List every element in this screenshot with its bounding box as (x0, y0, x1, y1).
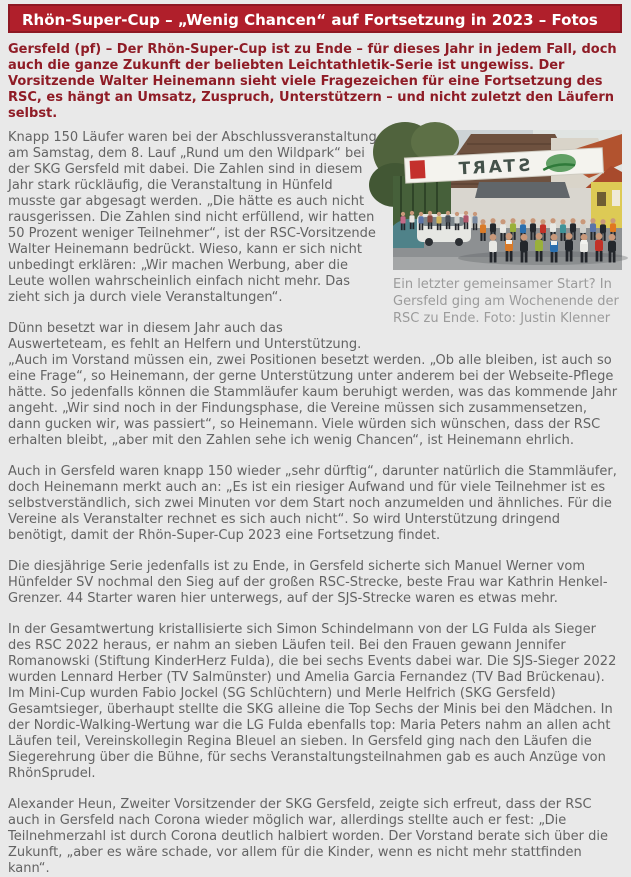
photo-car-white (417, 214, 471, 246)
article-body (8, 130, 622, 877)
lead-paragraph: Gersfeld (pf) – Der Rhön-Super-Cup ist zu Ende – für dieses Jahr in jedem Fall, doch auch die ganze Zukunft der beliebten Leichtathletik-Serie ist ungewiss. Der Vorsitzende Walter Heinemann sieht viele Fragezeichen für eine Fortsetzung des RSC, es hängt an Umsatz, Zuspruch, Unterstützern – und nicht zuletzt den Läufern selbst. (8, 42, 617, 121)
article-photo-figure (393, 130, 622, 327)
banner-text: START (455, 155, 531, 180)
paragraph-5: In der Gesamtwertung kristallisierte sich Simon Schindelmann von der LG Fulda als Sieger des RSC 2022 heraus, er nahm an sieben Läufen teil. Bei den Frauen gewann Jennifer Romanowski (Stiftung KinderHerz Fulda), die bei sechs Events dabei war. Die SJS-Sieger 2022 wurden Lennard Herber (TV Salmünster) und Amelia Garcia Fernandez (TV Bad Brückenau). Im Mini-Cup wurden Fabio Jockel (SG Schlüchtern) und Merle Helfrich (SKG Gersfeld) Gesamtsieger, überhaupt stellte die SKG alleine die Top Sechs der Minis bei den Mädchen. In der Nordic-Walking-Wertung war die LG Fulda ebenfalls top: Maria Peters nahm an allen acht Läufen teil, Vereinskollegin Regina Bleuel an sieben. In Gersfeld ging nach den Läufen die Siegerehrung über die Bühne, für sechs Veranstaltungsteilnahmen gab es auch Anzüge von RhönSprudel. (8, 622, 617, 781)
page-title: Rhön-Super-Cup – „Wenig Chancen“ auf Fortsetzung in 2023 – Fotos (22, 11, 598, 29)
paragraph-6: Alexander Heun, Zweiter Vorsitzender der SKG Gersfeld, zeigte sich erfreut, dass der RSC auch in Gersfeld nach Corona wieder möglich war, allerdings stellte auch er fest: „Die Teilnehmerzahl ist durch Corona deutlich halbiert worden. Der Vorstand berate sich über die Zukunft, „aber es wäre schade, vor allem für die Kinder, wenn es nicht mehr stattfinden kann“. (8, 797, 608, 876)
start-line-photo (393, 130, 622, 270)
photo-caption: Ein letzter gemeinsamer Start? In Gersfeld ging am Wochenende der RSC zu Ende. Foto: Justin Klenner (393, 277, 619, 326)
banner-red-logo (410, 160, 426, 179)
paragraph-3: Auch in Gersfeld waren knapp 150 wieder „sehr dürftig“, darunter natürlich die Stammläufer, doch Heinemann merkt auch an: „Es ist ein riesiger Aufwand und für viele Teilnehmer ist es selbstverständlich, sich zwei Minuten vor dem Start noch anzumelden und ähnliches. Für die Vereine als Veranstalter rechnet es sich auch nicht“. So wird Unterstützung dringend benötigt, damit der Rhön-Super-Cup 2023 eine Fortsetzung findet. (8, 464, 617, 543)
paragraph-1: Knapp 150 Läufer waren bei der Abschlussveranstaltung am Samstag, dem 8. Lauf „Rund um den Wildpark“ bei der SKG Gersfeld mit dabei. Die Zahlen sind in diesem Jahr stark rückläufig, die Veranstaltung in Hünfeld musste gar abgesagt werden. „Die hätte es auch nicht rausgerissen. Die Zahlen sind nicht erfüllend, wir hatten 50 Prozent weniger Teilnehmer“, ist der RSC-Vorsitzende Walter Heinemann bedrückt. Wieso, kann er sich nicht unbedingt erklären: „Wir machen Werbung, aber die Leute wollen wahrscheinlich einfach nicht mehr. Das zieht sich ja durch viele Veranstaltungen“. (8, 130, 377, 305)
paragraph-2: Dünn besetzt war in diesem Jahr auch das Auswerteteam, es fehlt an Helfern und Unterstützung. „Auch im Vorstand müssen ein, zwei Positionen besetzt werden. „Ob alle bleiben, ist auch so eine Frage“, so Heinemann, der gerne Unterstützung unter anderem bei der Webseite-Pflege hätte. So jedenfalls können die Stammläufer kaum beruhigt werden, was das kommende Jahr angeht. „Wir sind noch in der Findungsphase, die Vereine müssen sich zusammensetzen, dann gucken wir, was passiert“, so Heinemann. Viele würden sich wünschen, dass der RSC erhalten bleibt, „aber mit den Zahlen sehe ich wenig Chancen“, ist Heinemann ehrlich. (8, 321, 618, 448)
paragraph-4: Die diesjährige Serie jedenfalls ist zu Ende, in Gersfeld sicherte sich Manuel Werner vom Hünfelder SV nochmal den Sieg auf der großen RSC-Strecke, beste Frau war Kathrin Henkel-Grenzer. 44 Starter waren hier unterwegs, auf der SJS-Strecke waren es etwas mehr. (8, 559, 608, 606)
article-title-bar (8, 4, 622, 33)
